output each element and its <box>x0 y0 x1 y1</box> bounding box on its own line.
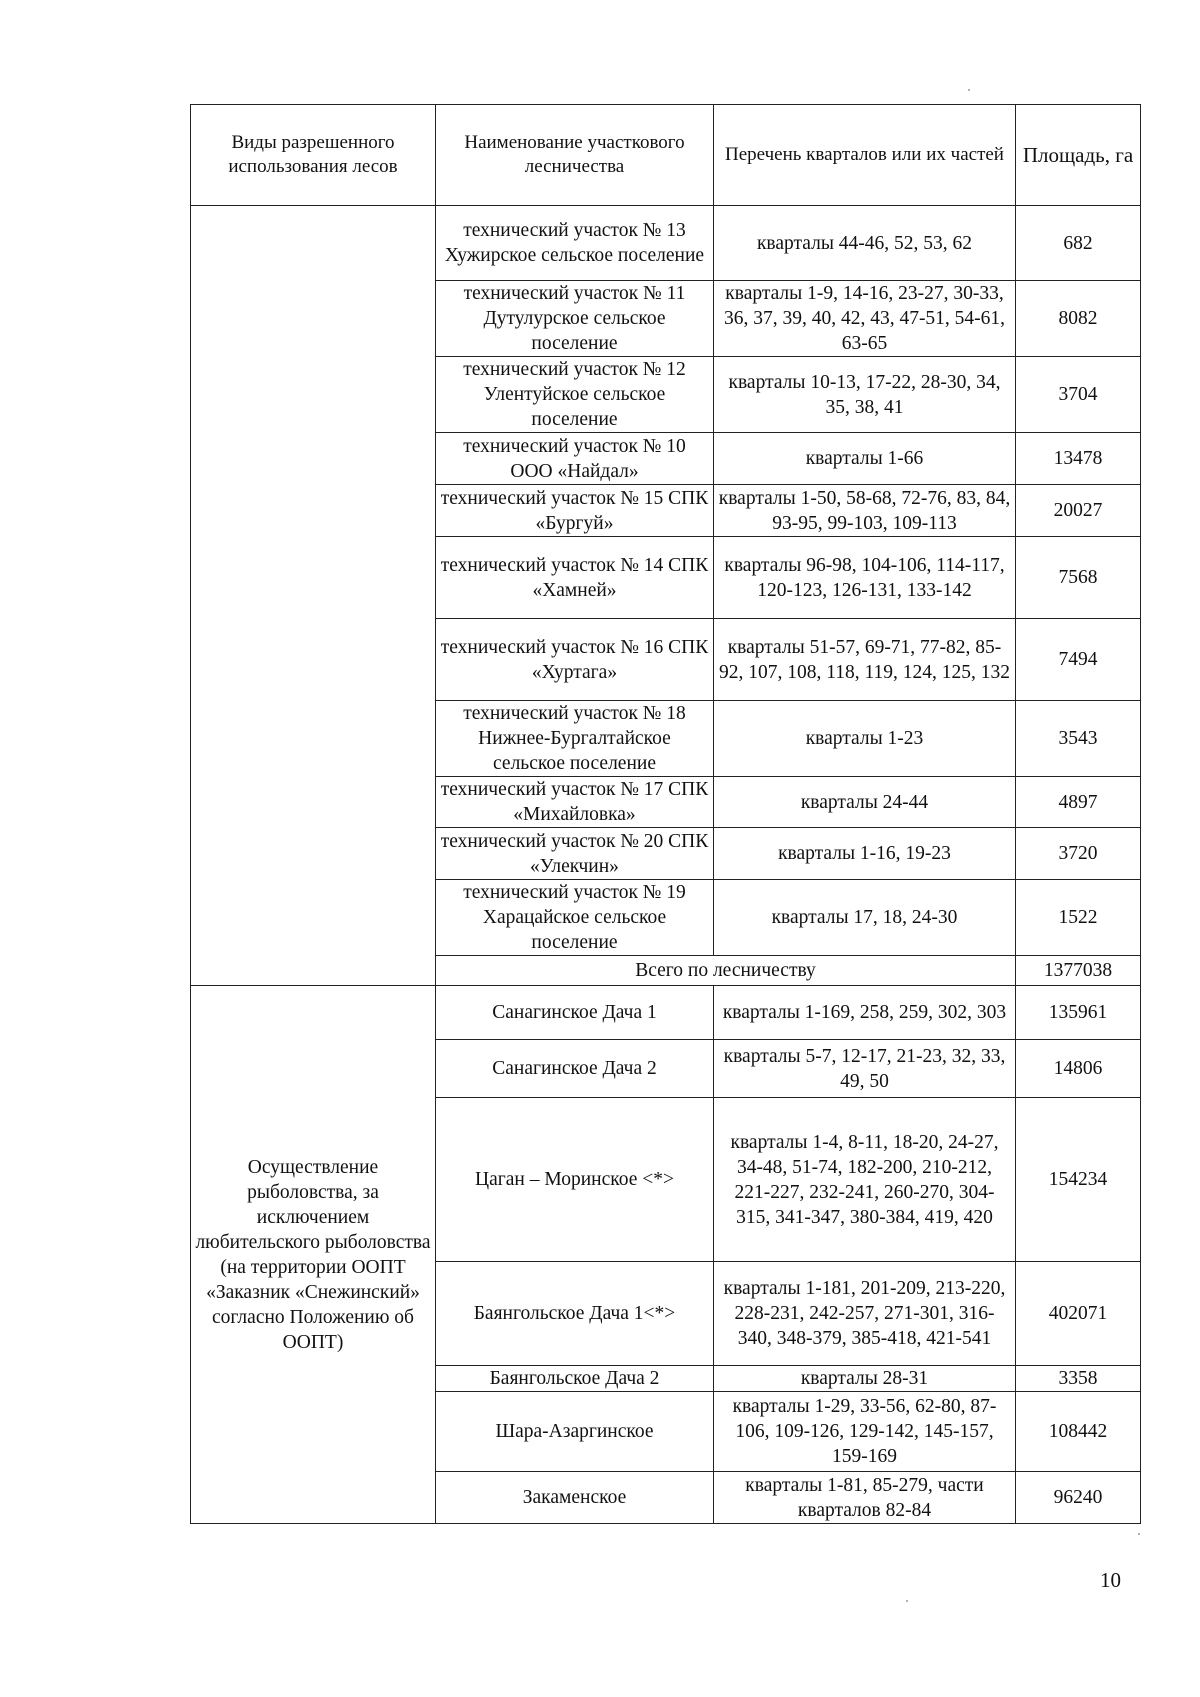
forestry-name-cell: технический участок № 16 СПК «Хуртага» <box>436 619 714 701</box>
area-cell: 13478 <box>1016 433 1141 485</box>
area-cell: 3543 <box>1016 701 1141 777</box>
quarters-cell: кварталы 96-98, 104-106, 114-117, 120-123, 126-131, 133-142 <box>714 537 1016 619</box>
scan-speck <box>1138 1533 1140 1535</box>
page-number: 10 <box>1100 1568 1121 1592</box>
total-label: Всего по лесничеству <box>436 956 1016 986</box>
quarters-cell: кварталы 28-31 <box>714 1366 1016 1392</box>
quarters-cell: кварталы 24-44 <box>714 777 1016 828</box>
forestry-name-cell: Закаменское <box>436 1472 714 1524</box>
quarters-cell: кварталы 1-23 <box>714 701 1016 777</box>
header-area: Площадь, га <box>1016 105 1141 206</box>
forestry-name-cell: Баянгольское Дача 2 <box>436 1366 714 1392</box>
forestry-name-cell: технический участок № 20 СПК «Улекчин» <box>436 828 714 880</box>
forestry-name-cell: технический участок № 10 ООО «Найдал» <box>436 433 714 485</box>
scan-speck <box>906 1600 908 1602</box>
area-cell: 135961 <box>1016 986 1141 1040</box>
area-cell: 4897 <box>1016 777 1141 828</box>
quarters-cell: кварталы 1-169, 258, 259, 302, 303 <box>714 986 1016 1040</box>
area-cell: 14806 <box>1016 1040 1141 1098</box>
area-cell: 154234 <box>1016 1098 1141 1262</box>
forest-use-table <box>190 104 1141 1524</box>
area-cell: 8082 <box>1016 281 1141 357</box>
quarters-cell: кварталы 1-81, 85-279, части кварталов 82-84 <box>714 1472 1016 1524</box>
forestry-name-cell: Санагинское Дача 2 <box>436 1040 714 1098</box>
forestry-name-cell: технический участок № 15 СПК «Бургуй» <box>436 485 714 537</box>
use-type-cell-empty <box>191 206 436 986</box>
header-forestry-name: Наименование участкового лесничества <box>436 105 714 206</box>
forestry-name-cell: технический участок № 18 Нижнее-Бургалтайское сельское поселение <box>436 701 714 777</box>
area-cell: 3358 <box>1016 1366 1141 1392</box>
quarters-cell: кварталы 1-9, 14-16, 23-27, 30-33, 36, 37, 39, 40, 42, 43, 47-51, 54-61, 63-65 <box>714 281 1016 357</box>
area-cell: 3704 <box>1016 357 1141 433</box>
quarters-cell: кварталы 1-16, 19-23 <box>714 828 1016 880</box>
area-cell: 402071 <box>1016 1262 1141 1366</box>
area-cell: 682 <box>1016 206 1141 281</box>
forestry-name-cell: технический участок № 17 СПК «Михайловка» <box>436 777 714 828</box>
forestry-name-cell: Баянгольское Дача 1<*> <box>436 1262 714 1366</box>
quarters-cell: кварталы 1-50, 58-68, 72-76, 83, 84, 93-95, 99-103, 109-113 <box>714 485 1016 537</box>
use-type-cell: Осуществление рыболовства, за исключением любительского рыболовства (на территории ООПТ «Заказник «Снежинский» согласно Положению об ООПТ) <box>191 986 436 1524</box>
quarters-cell: кварталы 17, 18, 24-30 <box>714 880 1016 956</box>
table-row <box>191 206 1141 281</box>
area-cell: 20027 <box>1016 485 1141 537</box>
area-cell: 1522 <box>1016 880 1141 956</box>
forestry-name-cell: технический участок № 14 СПК «Хамней» <box>436 537 714 619</box>
forestry-name-cell: Цаган – Моринское <*> <box>436 1098 714 1262</box>
area-cell: 7494 <box>1016 619 1141 701</box>
forestry-name-cell: Санагинское Дача 1 <box>436 986 714 1040</box>
forestry-name-cell: технический участок № 19 Харацайское сельское поселение <box>436 880 714 956</box>
header-use-type: Виды разрешенного использования лесов <box>191 105 436 206</box>
quarters-cell: кварталы 10-13, 17-22, 28-30, 34, 35, 38, 41 <box>714 357 1016 433</box>
area-cell: 108442 <box>1016 1392 1141 1472</box>
quarters-cell: кварталы 1-66 <box>714 433 1016 485</box>
quarters-cell: кварталы 1-181, 201-209, 213-220, 228-231, 242-257, 271-301, 316-340, 348-379, 385-418, 421-541 <box>714 1262 1016 1366</box>
table-row <box>191 986 1141 1040</box>
quarters-cell: кварталы 51-57, 69-71, 77-82, 85-92, 107, 108, 118, 119, 124, 125, 132 <box>714 619 1016 701</box>
forestry-name-cell: технический участок № 13 Хужирское сельское поселение <box>436 206 714 281</box>
quarters-cell: кварталы 1-4, 8-11, 18-20, 24-27, 34-48, 51-74, 182-200, 210-212, 221-227, 232-241, 260-270, 304-315, 341-347, 380-384, 419, 420 <box>714 1098 1016 1262</box>
table-header-row <box>191 105 1141 206</box>
area-cell: 3720 <box>1016 828 1141 880</box>
quarters-cell: кварталы 5-7, 12-17, 21-23, 32, 33, 49, 50 <box>714 1040 1016 1098</box>
area-cell: 7568 <box>1016 537 1141 619</box>
header-quarters: Перечень кварталов или их частей <box>714 105 1016 206</box>
forestry-name-cell: технический участок № 11 Дутулурское сельское поселение <box>436 281 714 357</box>
area-cell: 96240 <box>1016 1472 1141 1524</box>
total-area: 1377038 <box>1016 956 1141 986</box>
forestry-name-cell: Шара-Азаргинское <box>436 1392 714 1472</box>
scan-speck <box>968 89 970 91</box>
forestry-name-cell: технический участок № 12 Улентуйское сельское поселение <box>436 357 714 433</box>
quarters-cell: кварталы 44-46, 52, 53, 62 <box>714 206 1016 281</box>
quarters-cell: кварталы 1-29, 33-56, 62-80, 87-106, 109-126, 129-142, 145-157, 159-169 <box>714 1392 1016 1472</box>
